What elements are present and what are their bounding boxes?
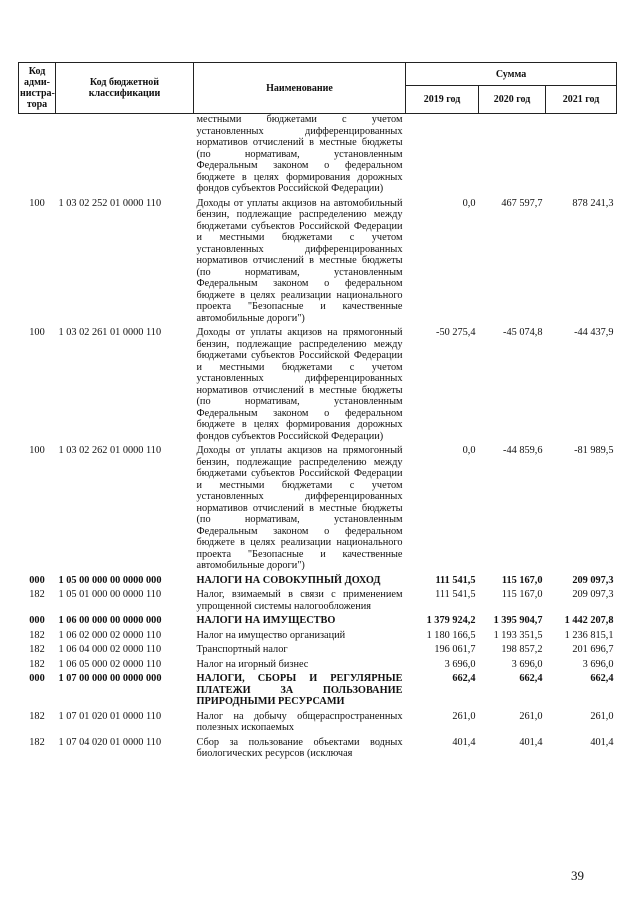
table-header bbox=[19, 63, 617, 114]
amount-2019-cell: -50 275,4 bbox=[436, 327, 476, 338]
amount-2021-cell: -81 989,5 bbox=[574, 445, 614, 456]
amount-2021-cell: 662,4 bbox=[590, 673, 614, 684]
amount-2019-cell: 401,4 bbox=[452, 736, 476, 748]
page-number: 39 bbox=[571, 868, 584, 883]
table-row bbox=[19, 627, 617, 642]
amount-2020-cell: -44 859,6 bbox=[503, 445, 543, 456]
name-cell: Доходы от уплаты акцизов на прямогонный бензин, подлежащие распределению между бюджетами субъектов Российской Федерации и местными бюджетами с учетом установленных дифференцированных нормативов отчислений в местные бюджеты (по нормативам, установленным Федеральным законом о федеральном бюджете в целях формирования дорожных фондов субъектов Российской Федерации) bbox=[196, 327, 403, 442]
admin-code-cell: 182 bbox=[29, 658, 45, 670]
year-2019-header: 2019 год bbox=[406, 86, 479, 114]
name-cell: Доходы от уплаты акцизов на автомобильный бензин, подлежащие распределению между бюджетами субъектов Российской Федерации и местными бюджетами с учетом установленных дифференцированных нормативов отчислений в местные бюджеты (по нормативам, установленным Федеральным законом о федеральном бюджете в целях реализации национального проекта "Безопасные и качественные автомобильные дороги") bbox=[196, 197, 403, 324]
admin-code-cell: 100 bbox=[29, 327, 45, 338]
admin-code-cell: 000 bbox=[29, 673, 45, 684]
amount-2020-cell: 198 857,2 bbox=[501, 644, 543, 655]
budget-revenue-table-page bbox=[18, 62, 616, 760]
budget-code-cell: 1 07 01 020 01 0000 110 bbox=[58, 710, 162, 722]
name-cell: Сбор за пользование объектами водных биологических ресурсов (исключая bbox=[196, 736, 403, 759]
admin-code-cell: 182 bbox=[29, 629, 45, 641]
budget-code-cell: 1 07 00 000 00 0000 000 bbox=[58, 673, 162, 684]
amount-2020-cell: 467 597,7 bbox=[501, 197, 543, 209]
amount-2021-cell: 209 097,3 bbox=[572, 589, 614, 600]
name-cell: Налог на игорный бизнес bbox=[196, 658, 309, 670]
amount-2020-cell: 1 395 904,7 bbox=[493, 615, 543, 626]
budget-code-cell: 1 06 00 000 00 0000 000 bbox=[58, 615, 162, 626]
table-row bbox=[19, 114, 617, 195]
amount-2021-cell: 201 696,7 bbox=[572, 644, 614, 655]
name-cell: местными бюджетами с учетом установленных дифференцированных нормативов отчислений в местные бюджеты (по нормативам, установленным Федеральным законом о федеральном бюджете в целях формирования дорожных фондов субъектов Российской Федерации) bbox=[196, 114, 403, 194]
budget-code-cell: 1 06 02 000 02 0000 110 bbox=[58, 629, 162, 641]
table-row bbox=[19, 324, 617, 442]
amount-2019-cell: 111 541,5 bbox=[435, 574, 476, 586]
admin-code-cell: 000 bbox=[29, 574, 45, 586]
budget-code-cell: 1 06 05 000 02 0000 110 bbox=[58, 658, 162, 670]
amount-2019-cell: 261,0 bbox=[452, 710, 476, 722]
name-cell: НАЛОГИ НА СОВОКУПНЫЙ ДОХОД bbox=[196, 574, 381, 586]
budget-code-cell: 1 03 02 252 01 0000 110 bbox=[58, 197, 162, 209]
amount-2020-cell: 662,4 bbox=[519, 673, 543, 684]
amount-2021-cell: 878 241,3 bbox=[572, 197, 614, 209]
amount-2020-cell: 115 167,0 bbox=[501, 589, 543, 600]
admin-code-cell bbox=[19, 114, 56, 195]
budget-code-cell: 1 03 02 262 01 0000 110 bbox=[58, 445, 162, 456]
amount-2020-cell: 115 167,0 bbox=[501, 574, 543, 586]
table-row bbox=[19, 572, 617, 587]
name-cell: Налог на добычу общераспространенных полезных ископаемых bbox=[196, 710, 403, 733]
name-cell: НАЛОГИ, СБОРЫ И РЕГУЛЯРНЫЕ ПЛАТЕЖИ ЗА ПОЛЬЗОВАНИЕ ПРИРОДНЫМИ РЕСУРСАМИ bbox=[196, 673, 403, 707]
admin-code-cell: 182 bbox=[29, 736, 45, 748]
name-cell: Доходы от уплаты акцизов на прямогонный бензин, подлежащие распределению между бюджетами субъектов Российской Федерации и местными бюджетами с учетом установленных дифференцированных нормативов отчислений в местные бюджеты (по нормативам, установленным Федеральным законом о федеральном бюджете в целях реализации национального проекта "Безопасные и качественные автомобильные дороги") bbox=[196, 445, 403, 571]
budget-code-cell: 1 07 04 020 01 0000 110 bbox=[58, 736, 162, 748]
amount-2020-cell: -45 074,8 bbox=[503, 327, 543, 338]
amount-2021-cell: -44 437,9 bbox=[574, 327, 614, 338]
amount-2019-cell: 1 180 166,5 bbox=[426, 629, 476, 641]
amount-2021-cell: 261,0 bbox=[590, 710, 614, 722]
sum-header: Сумма bbox=[406, 63, 617, 86]
admin-code-cell: 182 bbox=[29, 644, 45, 655]
amount-2019-cell: 0,0 bbox=[462, 197, 476, 209]
budget-code-cell: 1 05 00 000 00 0000 000 bbox=[58, 574, 162, 586]
table-row bbox=[19, 708, 617, 734]
table-row bbox=[19, 195, 617, 325]
amount-2020-cell: 1 193 351,5 bbox=[493, 629, 543, 641]
budget-code-header: Код бюджетной классификации bbox=[56, 63, 194, 114]
admin-code-header: Код адми-нистра-тора bbox=[19, 63, 56, 114]
amount-2020-cell bbox=[479, 114, 546, 195]
table-body bbox=[19, 114, 617, 760]
amount-2020-cell: 401,4 bbox=[519, 736, 543, 748]
name-cell: НАЛОГИ НА ИМУЩЕСТВО bbox=[196, 615, 336, 626]
admin-code-cell: 182 bbox=[29, 710, 45, 722]
table-row bbox=[19, 612, 617, 627]
amount-2021-cell: 1 442 207,8 bbox=[564, 615, 614, 626]
amount-2021-cell: 209 097,3 bbox=[572, 574, 614, 586]
amount-2021-cell: 1 236 815,1 bbox=[564, 629, 614, 641]
amount-2019-cell: 662,4 bbox=[452, 673, 476, 684]
amount-2019-cell: 196 061,7 bbox=[434, 644, 476, 655]
amount-2020-cell: 261,0 bbox=[519, 710, 543, 722]
name-cell: Налог на имущество организаций bbox=[196, 629, 346, 641]
table-row bbox=[19, 656, 617, 671]
budget-code-cell: 1 03 02 261 01 0000 110 bbox=[58, 327, 162, 338]
amount-2021-cell: 3 696,0 bbox=[582, 658, 614, 670]
amount-2019-cell: 111 541,5 bbox=[435, 589, 476, 600]
admin-code-cell: 100 bbox=[29, 197, 45, 209]
admin-code-cell: 100 bbox=[29, 445, 45, 456]
name-cell: Транспортный налог bbox=[196, 644, 288, 655]
budget-revenue-table bbox=[18, 62, 617, 760]
admin-code-cell: 000 bbox=[29, 615, 45, 626]
table-row bbox=[19, 586, 617, 612]
amount-2019-cell bbox=[406, 114, 479, 195]
year-2021-header: 2021 год bbox=[546, 86, 617, 114]
amount-2021-cell bbox=[546, 114, 617, 195]
table-row bbox=[19, 442, 617, 572]
admin-code-cell: 182 bbox=[29, 589, 45, 600]
table-row bbox=[19, 641, 617, 656]
budget-code-cell bbox=[56, 114, 194, 195]
table-row bbox=[19, 670, 617, 708]
budget-code-cell: 1 05 01 000 00 0000 110 bbox=[58, 589, 162, 600]
year-2020-header: 2020 год bbox=[479, 86, 546, 114]
amount-2021-cell: 401,4 bbox=[590, 736, 614, 748]
amount-2019-cell: 3 696,0 bbox=[444, 658, 476, 670]
amount-2019-cell: 1 379 924,2 bbox=[426, 615, 476, 626]
budget-code-cell: 1 06 04 000 02 0000 110 bbox=[58, 644, 162, 655]
amount-2020-cell: 3 696,0 bbox=[511, 658, 543, 670]
table-row bbox=[19, 734, 617, 760]
amount-2019-cell: 0,0 bbox=[462, 445, 476, 456]
name-header: Наименование bbox=[194, 63, 406, 114]
name-cell: Налог, взимаемый в связи с применением упрощенной системы налогообложения bbox=[196, 589, 403, 612]
